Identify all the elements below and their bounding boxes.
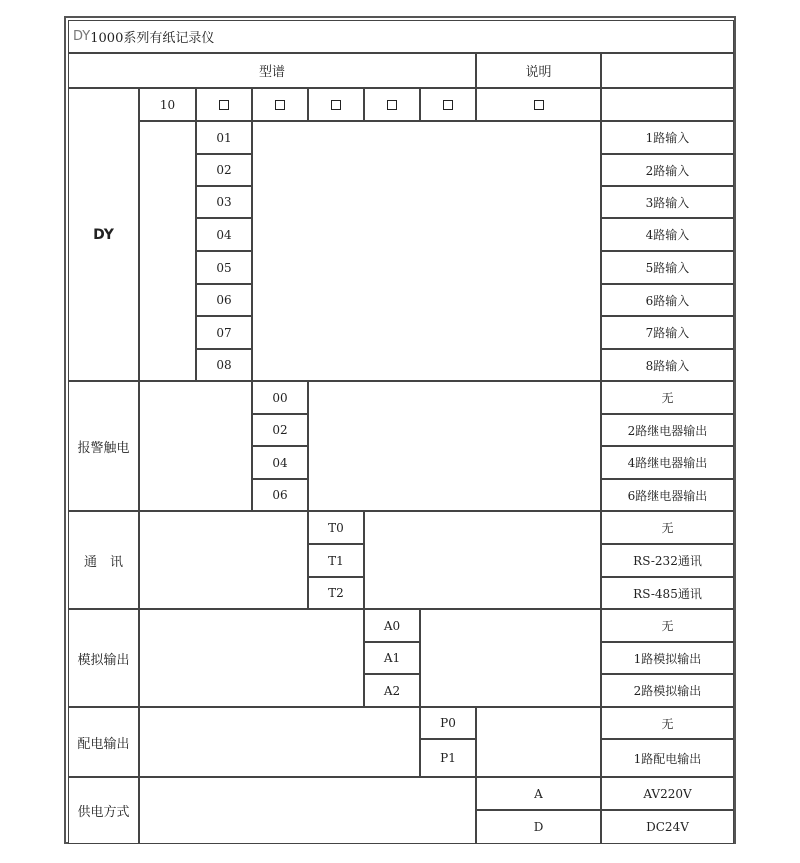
blank-cell bbox=[364, 511, 601, 609]
alarm-code: 04 bbox=[252, 446, 308, 479]
analog-label: 模拟输出 bbox=[68, 609, 139, 707]
checkbox-square-icon bbox=[387, 100, 397, 110]
input-code: 03 bbox=[196, 186, 252, 218]
blank-cell bbox=[308, 381, 601, 511]
input-code: 05 bbox=[196, 251, 252, 284]
alarm-desc: 6路继电器输出 bbox=[601, 479, 734, 511]
code-row-desc-blank bbox=[601, 88, 734, 121]
analog-code: A2 bbox=[364, 674, 420, 707]
input-desc: 8路输入 bbox=[601, 349, 734, 381]
analog-desc: 2路模拟输出 bbox=[601, 674, 734, 707]
input-code: 01 bbox=[196, 121, 252, 154]
input-desc: 4路输入 bbox=[601, 218, 734, 251]
alarm-desc: 2路继电器输出 bbox=[601, 414, 734, 446]
input-desc: 2路输入 bbox=[601, 154, 734, 186]
comm-label: 通 讯 bbox=[68, 511, 139, 609]
supply-code: D bbox=[476, 810, 601, 844]
analog-code: A0 bbox=[364, 609, 420, 642]
comm-desc: RS-485通讯 bbox=[601, 577, 734, 609]
input-desc: 3路输入 bbox=[601, 186, 734, 218]
power-out-label: 配电输出 bbox=[68, 707, 139, 777]
supply-desc: DC24V bbox=[601, 810, 734, 844]
input-code: 06 bbox=[196, 284, 252, 316]
spec-table bbox=[64, 16, 736, 844]
power-out-desc: 1路配电输出 bbox=[601, 739, 734, 777]
input-desc: 1路输入 bbox=[601, 121, 734, 154]
input-desc: 5路输入 bbox=[601, 251, 734, 284]
supply-label: 供电方式 bbox=[68, 777, 139, 844]
blank-cell bbox=[139, 381, 252, 511]
title-text: 1000系列有纸记录仪 bbox=[90, 31, 215, 46]
header-blank bbox=[601, 53, 734, 88]
alarm-desc: 无 bbox=[601, 381, 734, 414]
checkbox-square-icon bbox=[331, 100, 341, 110]
comm-code: T2 bbox=[308, 577, 364, 609]
blank-cell bbox=[139, 777, 476, 844]
series-code: 10 bbox=[139, 88, 196, 121]
input-desc: 6路输入 bbox=[601, 284, 734, 316]
power-out-code: P0 bbox=[420, 707, 476, 739]
analog-code: A1 bbox=[364, 642, 420, 674]
analog-desc: 无 bbox=[601, 609, 734, 642]
power-out-desc: 无 bbox=[601, 707, 734, 739]
alarm-code: 06 bbox=[252, 479, 308, 511]
header-xingpu: 型谱 bbox=[68, 53, 476, 88]
checkbox-square-icon bbox=[534, 100, 544, 110]
code-placeholder bbox=[308, 88, 364, 121]
blank-cell bbox=[252, 121, 601, 381]
blank-cell bbox=[139, 707, 420, 777]
comm-desc: 无 bbox=[601, 511, 734, 544]
title-prefix: DY bbox=[73, 29, 91, 44]
alarm-desc: 4路继电器输出 bbox=[601, 446, 734, 479]
code-placeholder bbox=[476, 88, 601, 121]
blank-cell bbox=[420, 609, 601, 707]
code-placeholder bbox=[364, 88, 420, 121]
comm-desc: RS-232通讯 bbox=[601, 544, 734, 577]
code-placeholder bbox=[420, 88, 476, 121]
code-placeholder bbox=[196, 88, 252, 121]
code-placeholder bbox=[252, 88, 308, 121]
input-code: 08 bbox=[196, 349, 252, 381]
header-shuoming: 说明 bbox=[476, 53, 601, 88]
analog-desc: 1路模拟输出 bbox=[601, 642, 734, 674]
alarm-code: 00 bbox=[252, 381, 308, 414]
input-desc: 7路输入 bbox=[601, 316, 734, 349]
blank-cell bbox=[476, 707, 601, 777]
input-code: 02 bbox=[196, 154, 252, 186]
comm-code: T0 bbox=[308, 511, 364, 544]
blank-cell bbox=[139, 511, 308, 609]
blank-cell bbox=[139, 609, 364, 707]
checkbox-square-icon bbox=[219, 100, 229, 110]
power-out-code: P1 bbox=[420, 739, 476, 777]
alarm-code: 02 bbox=[252, 414, 308, 446]
input-code: 07 bbox=[196, 316, 252, 349]
alarm-label: 报警触电 bbox=[68, 381, 139, 511]
checkbox-square-icon bbox=[443, 100, 453, 110]
series-label: DY bbox=[68, 88, 139, 381]
supply-desc: AV220V bbox=[601, 777, 734, 810]
comm-code: T1 bbox=[308, 544, 364, 577]
blank-cell bbox=[139, 121, 196, 381]
supply-code: A bbox=[476, 777, 601, 810]
table-title bbox=[68, 20, 734, 53]
input-code: 04 bbox=[196, 218, 252, 251]
checkbox-square-icon bbox=[275, 100, 285, 110]
